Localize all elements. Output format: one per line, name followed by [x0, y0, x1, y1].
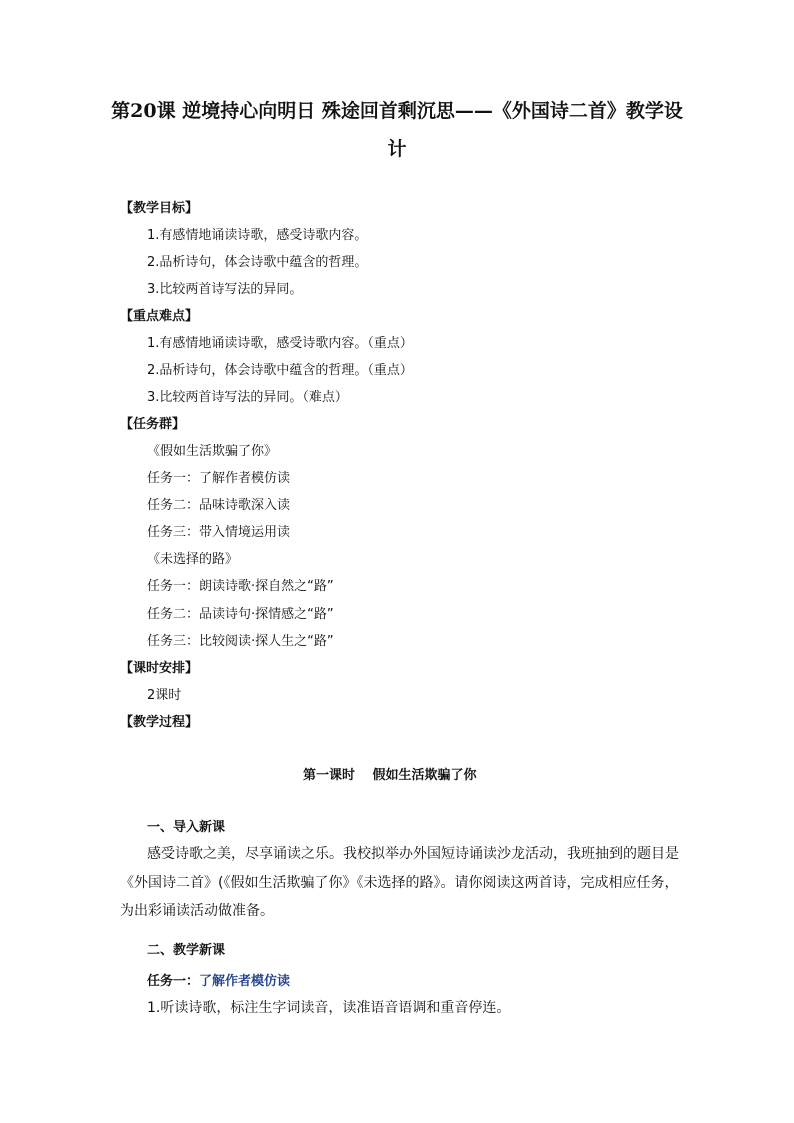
task1-prefix: 任务一：: [147, 974, 200, 989]
task-item: 任务三：比较阅读·探人生之“路”: [147, 634, 334, 649]
schedule-value: 2课时: [147, 688, 182, 703]
key-point-item: 3.比较两首诗写法的异同。（难点）: [147, 390, 348, 405]
objectives-heading: 【教学目标】: [120, 201, 199, 216]
objective-item: 3.比较两首诗写法的异同。: [147, 282, 303, 297]
key-points-heading: 【重点难点】: [120, 309, 199, 324]
document-title-line2: 计: [387, 138, 407, 160]
part1-paragraph: 感受诗歌之美，尽享诵读之乐。我校拟举办外国短诗诵读沙龙活动，我班抽到的题目是《外国诗二首》(《假如生活欺骗了你》《未选择的路》。请你阅读这两首诗，完成相应任务，为出彩诵读活动做准备。: [120, 846, 679, 919]
task-poem-title: 《未选择的路》: [147, 552, 239, 567]
task1-heading: [147, 970, 290, 989]
tasks-heading: 【任务群】: [120, 417, 186, 432]
task-poem-title: 《假如生活欺骗了你》: [147, 444, 278, 459]
process-heading: 【教学过程】: [120, 715, 199, 730]
task-item: 任务三：带入情境运用读: [147, 525, 291, 540]
task-item: 任务二：品读诗句·探情感之“路”: [147, 607, 334, 622]
task-item: 任务一：朗读诗歌·探自然之“路”: [147, 579, 334, 594]
part1-heading: 一、导入新课: [147, 820, 226, 835]
task-item: 任务二：品味诗歌深入读: [147, 498, 291, 513]
objective-item: 2.品析诗句，体会诗歌中蕴含的哲理。: [147, 255, 368, 270]
key-point-item: 2.品析诗句，体会诗歌中蕴含的哲理。（重点）: [147, 363, 413, 378]
key-point-item: 1.有感情地诵读诗歌，感受诗歌内容。（重点）: [147, 336, 413, 351]
lesson-title: 第一课时 假如生活欺骗了你: [303, 768, 477, 783]
document-title-line1: 第20课 逆境持心向明日 殊途回首剩沉思——《外国诗二首》教学设: [111, 100, 683, 122]
objective-item: 1.有感情地诵读诗歌，感受诗歌内容。: [147, 228, 368, 243]
task1-step: 1.听读诗歌，标注生字词读音，读准语音语调和重音停连。: [147, 1000, 511, 1016]
schedule-heading: 【课时安排】: [120, 661, 199, 676]
part2-heading: 二、教学新课: [147, 943, 226, 958]
task1-title: 了解作者模仿读: [199, 974, 291, 989]
task-item: 任务一：了解作者模仿读: [147, 471, 291, 486]
